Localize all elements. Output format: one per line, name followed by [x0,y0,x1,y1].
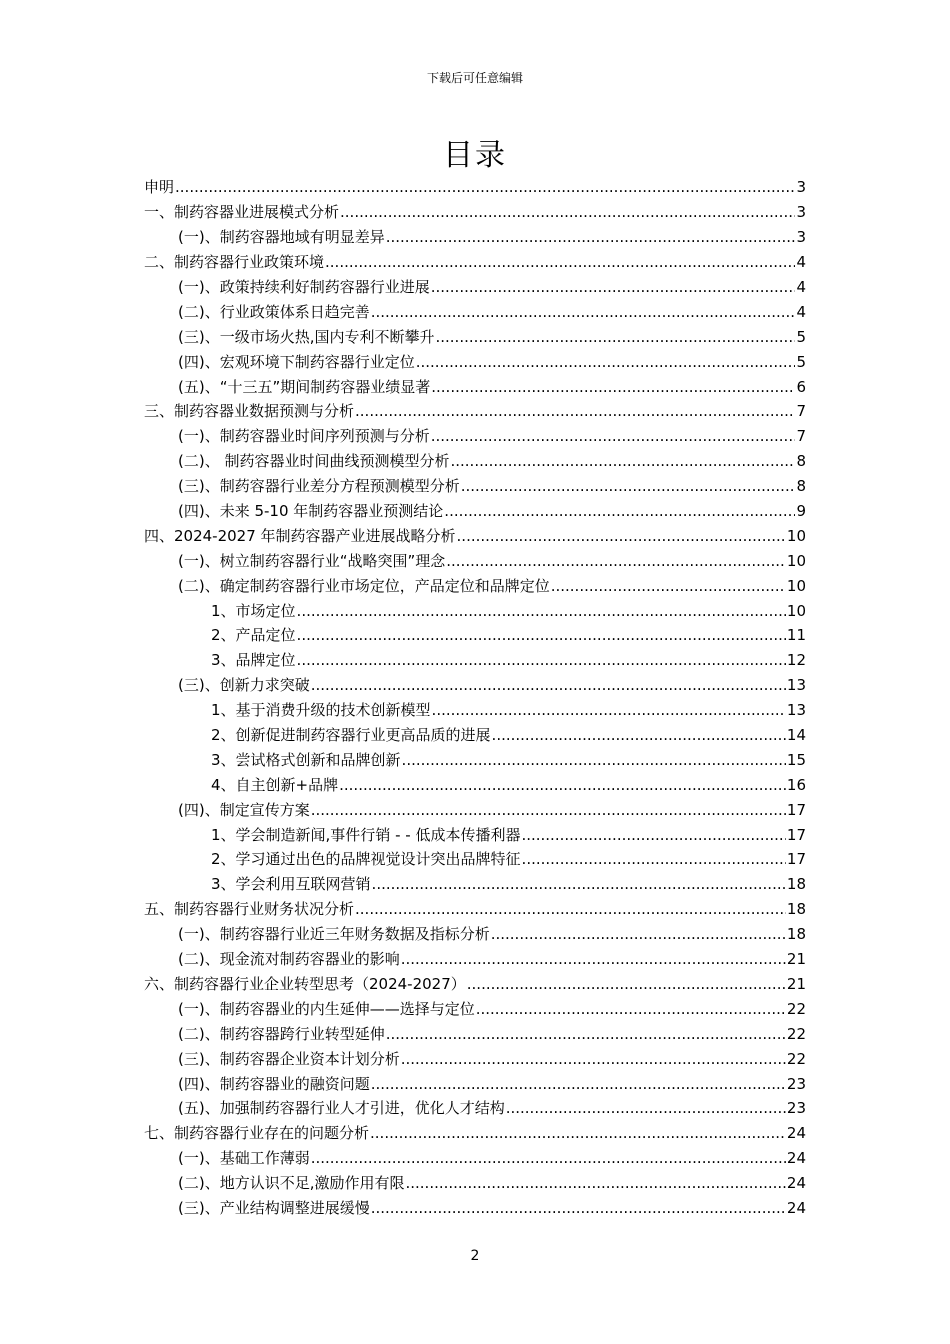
toc-entry-page: 18 [786,875,806,894]
toc-entry-page: 3 [796,203,806,222]
toc-dot-leader [492,725,786,745]
toc-entry-title: (二)、现金流对制药容器业的影响 [178,950,400,969]
toc-entry-title: 六、制药容器行业企业转型思考（2024-2027） [144,974,466,993]
toc-entry-title: 四、2024-2027 年制药容器产业进展战略分析 [144,526,456,545]
toc-entry-page: 16 [786,775,806,794]
toc-entry[interactable] [144,1121,806,1146]
toc-entry[interactable] [144,474,806,499]
toc-dot-leader [416,352,796,372]
toc-entry-page: 3 [796,228,806,247]
toc-entry[interactable] [144,847,806,872]
toc-entry-page: 18 [786,900,806,919]
toc-entry-page: 9 [796,502,806,521]
toc-entry[interactable] [144,523,806,548]
toc-entry-page: 13 [786,676,806,695]
toc-dot-leader [371,302,796,322]
toc-dot-leader [325,252,795,272]
toc-entry-page: 4 [796,253,806,272]
toc-entry[interactable] [144,399,806,424]
toc-entry-page: 24 [786,1174,806,1193]
page-number: 2 [470,1248,480,1264]
toc-entry-title: 三、制药容器业数据预测与分析 [144,402,355,421]
toc-entry-title: 4、自主创新+品牌 [211,775,339,794]
toc-entry-page: 10 [786,576,806,595]
toc-entry-title: (三)、产业结构调整进展缓慢 [178,1198,370,1217]
toc-dot-leader [372,874,786,894]
toc-entry-title: (一)、基础工作薄弱 [178,1149,310,1168]
toc-entry[interactable] [144,499,806,524]
toc-entry[interactable] [144,424,806,449]
toc-entry[interactable] [144,648,806,673]
toc-entry-page: 24 [786,1149,806,1168]
toc-entry-page: 4 [796,278,806,296]
toc-dot-leader [175,177,795,197]
toc-entry[interactable] [144,972,806,997]
toc-entry-page: 5 [796,352,806,371]
toc-dot-leader [432,700,786,720]
toc-entry[interactable] [144,1096,806,1121]
toc-entry-title: (一)、制药容器行业近三年财务数据及指标分析 [178,925,490,944]
toc-dot-leader [386,227,796,247]
toc-entry-page: 10 [786,551,806,570]
toc-entry[interactable] [144,250,806,275]
toc-entry-title: 申明 [144,178,175,197]
toc-entry[interactable] [144,275,806,300]
toc-entry[interactable] [144,324,806,349]
toc-dot-leader [401,1049,786,1069]
toc-entry-page: 17 [786,825,806,844]
toc-dot-leader [435,327,795,347]
toc-dot-leader [297,601,786,621]
toc-entry-page: 22 [786,1024,806,1043]
toc-entry-title: 五、制药容器行业财务状况分析 [144,900,355,919]
toc-entry-title: (三)、制药容器行业差分方程预测模型分析 [178,477,460,496]
toc-entry-title: (三)、创新力求突破 [178,676,310,695]
toc-entry[interactable] [144,1071,806,1096]
toc-dot-leader [371,1074,786,1094]
toc-entry[interactable] [144,175,806,200]
toc-entry-page: 8 [796,477,806,496]
toc-entry[interactable] [144,598,806,623]
toc-entry-title: 2、创新促进制药容器行业更高品质的进展 [211,726,491,745]
toc-dot-leader [371,1198,786,1218]
toc-dot-leader [311,1148,786,1168]
toc-entry[interactable] [144,1021,806,1046]
toc-dot-leader [386,1024,786,1044]
toc-entry[interactable] [144,747,806,772]
toc-dot-leader [467,974,786,994]
toc-dot-leader [446,551,786,571]
toc-entry-title: 2、产品定位 [211,626,296,645]
toc-entry-page: 12 [786,651,806,670]
toc-entry-page: 23 [786,1099,806,1118]
toc-entry-page: 13 [786,701,806,720]
toc-entry[interactable] [144,897,806,922]
toc-dot-leader [311,675,786,695]
toc-entry[interactable] [144,374,806,399]
toc-entry-title: (一)、制药容器地域有明显差异 [178,228,385,247]
toc-entry-title: (四)、宏观环境下制药容器行业定位 [178,352,415,371]
toc-entry-page: 10 [786,601,806,620]
toc-entry-title: 二、制药容器行业政策环境 [144,253,325,272]
toc-dot-leader [431,377,795,397]
toc-entry-title: (四)、制定宣传方案 [178,800,310,819]
toc-dot-leader [521,825,785,845]
toc-dot-leader [297,650,786,670]
toc-entry-page: 15 [786,750,806,769]
toc-entry[interactable] [144,1196,806,1221]
toc-entry[interactable] [144,698,806,723]
toc-entry-page: 6 [796,377,806,396]
toc-entry[interactable] [144,573,806,598]
toc-entry[interactable] [144,299,806,324]
toc-dot-leader [506,1098,786,1118]
toc-entry-page: 22 [786,1049,806,1068]
toc-entry-title: (一)、政策持续利好制药容器行业进展 [178,278,430,296]
toc-dot-leader [339,775,786,795]
toc-dot-leader [431,277,796,297]
toc-entry-page: 21 [786,950,806,969]
toc-entry-page: 14 [786,726,806,745]
toc-dot-leader [461,476,796,496]
toc-entry-title: 1、学会制造新闻,事件行销 - - 低成本传播利器 [211,825,521,844]
toc-entry-page: 24 [786,1198,806,1217]
toc-entry-title: 3、学会利用互联网营销 [211,875,371,894]
toc-entry-title: (一)、制药容器业的内生延伸——选择与定位 [178,999,475,1018]
toc-entry-title: (一)、制药容器业时间序列预测与分析 [178,427,430,446]
page-title: 目录 [443,138,507,173]
toc-entry-title: (三)、制药容器企业资本计划分析 [178,1049,400,1068]
toc-dot-leader [370,1123,786,1143]
header-note: 下载后可任意编辑 [426,71,523,85]
toc-dot-leader [444,501,795,521]
toc-dot-leader [457,526,786,546]
toc-dot-leader [355,899,786,919]
toc-entry[interactable] [144,349,806,374]
toc-entry-title: 七、制药容器行业存在的问题分析 [144,1124,370,1143]
toc-entry[interactable] [144,922,806,947]
toc-entry[interactable] [144,872,806,897]
toc-entry-page: 21 [786,974,806,993]
toc-dot-leader [551,576,786,596]
toc-entry-title: (三)、一级市场火热,国内专利不断攀升 [178,327,435,346]
toc-entry[interactable] [144,623,806,648]
toc-entry-title: (二)、确定制药容器行业市场定位，产品定位和品牌定位 [178,576,550,595]
toc-dot-leader [450,451,795,471]
toc-entry-title: 1、市场定位 [211,601,296,620]
toc-entry[interactable] [144,548,806,573]
toc-entry[interactable] [144,797,806,822]
toc-entry[interactable] [144,200,806,225]
toc-entry-page: 8 [796,452,806,471]
toc-dot-leader [340,202,795,222]
toc-entry[interactable] [144,947,806,972]
toc-entry-title: (四)、制药容器业的融资问题 [178,1074,370,1093]
toc-entry-title: 一、制药容器业进展模式分析 [144,203,340,222]
toc-entry-title: (五)、“十三五”期间制药容器业绩显著 [178,377,431,396]
toc-entry-title: 3、尝试格式创新和品牌创新 [211,750,401,769]
toc-entry-page: 17 [786,850,806,869]
toc-entry-page: 10 [786,526,806,545]
toc-entry[interactable] [144,673,806,698]
toc-dot-leader [402,750,786,770]
toc-entry[interactable] [144,996,806,1021]
toc-entry[interactable] [144,225,806,250]
toc-dot-leader [355,401,795,421]
toc-entry[interactable] [144,449,806,474]
toc-entry-page: 7 [796,427,806,446]
toc-entry-page: 11 [786,626,806,645]
toc-entry[interactable] [144,772,806,797]
toc-entry-title: 3、品牌定位 [211,651,296,670]
toc-entry[interactable] [144,1046,806,1071]
toc-entry-page: 3 [796,178,806,197]
toc-entry-page: 7 [796,402,806,421]
table-of-contents [144,175,806,1220]
toc-entry[interactable] [144,723,806,748]
toc-entry-title: (一)、树立制药容器行业“战略突围”理念 [178,551,446,570]
toc-entry-title: (二)、制药容器跨行业转型延伸 [178,1024,385,1043]
toc-dot-leader [297,625,786,645]
toc-entry[interactable] [144,1171,806,1196]
toc-dot-leader [476,999,786,1019]
toc-dot-leader [405,1173,785,1193]
toc-entry-title: (五)、加强制药容器行业人才引进，优化人才结构 [178,1099,505,1118]
toc-entry-title: 2、学习通过出色的品牌视觉设计突出品牌特征 [211,850,521,869]
toc-entry-title: (二)、行业政策体系日趋完善 [178,302,370,321]
toc-dot-leader [311,800,786,820]
toc-entry-page: 4 [796,302,806,321]
toc-dot-leader [522,849,786,869]
toc-dot-leader [491,924,786,944]
toc-entry-title: 1、基于消费升级的技术创新模型 [211,701,431,720]
toc-entry-page: 22 [786,999,806,1018]
toc-entry[interactable] [144,1146,806,1171]
toc-entry-page: 24 [786,1124,806,1143]
toc-entry-title: (四)、未来 5-10 年制药容器业预测结论 [178,502,444,521]
toc-dot-leader [431,426,796,446]
toc-entry-page: 5 [796,327,806,346]
toc-entry-title: (二)、地方认识不足,激励作用有限 [178,1174,405,1193]
toc-entry-page: 23 [786,1074,806,1093]
toc-entry[interactable] [144,822,806,847]
toc-entry-page: 17 [786,800,806,819]
toc-dot-leader [401,949,786,969]
toc-entry-title: (二)、 制药容器业时间曲线预测模型分析 [178,452,450,471]
toc-entry-page: 18 [786,925,806,944]
